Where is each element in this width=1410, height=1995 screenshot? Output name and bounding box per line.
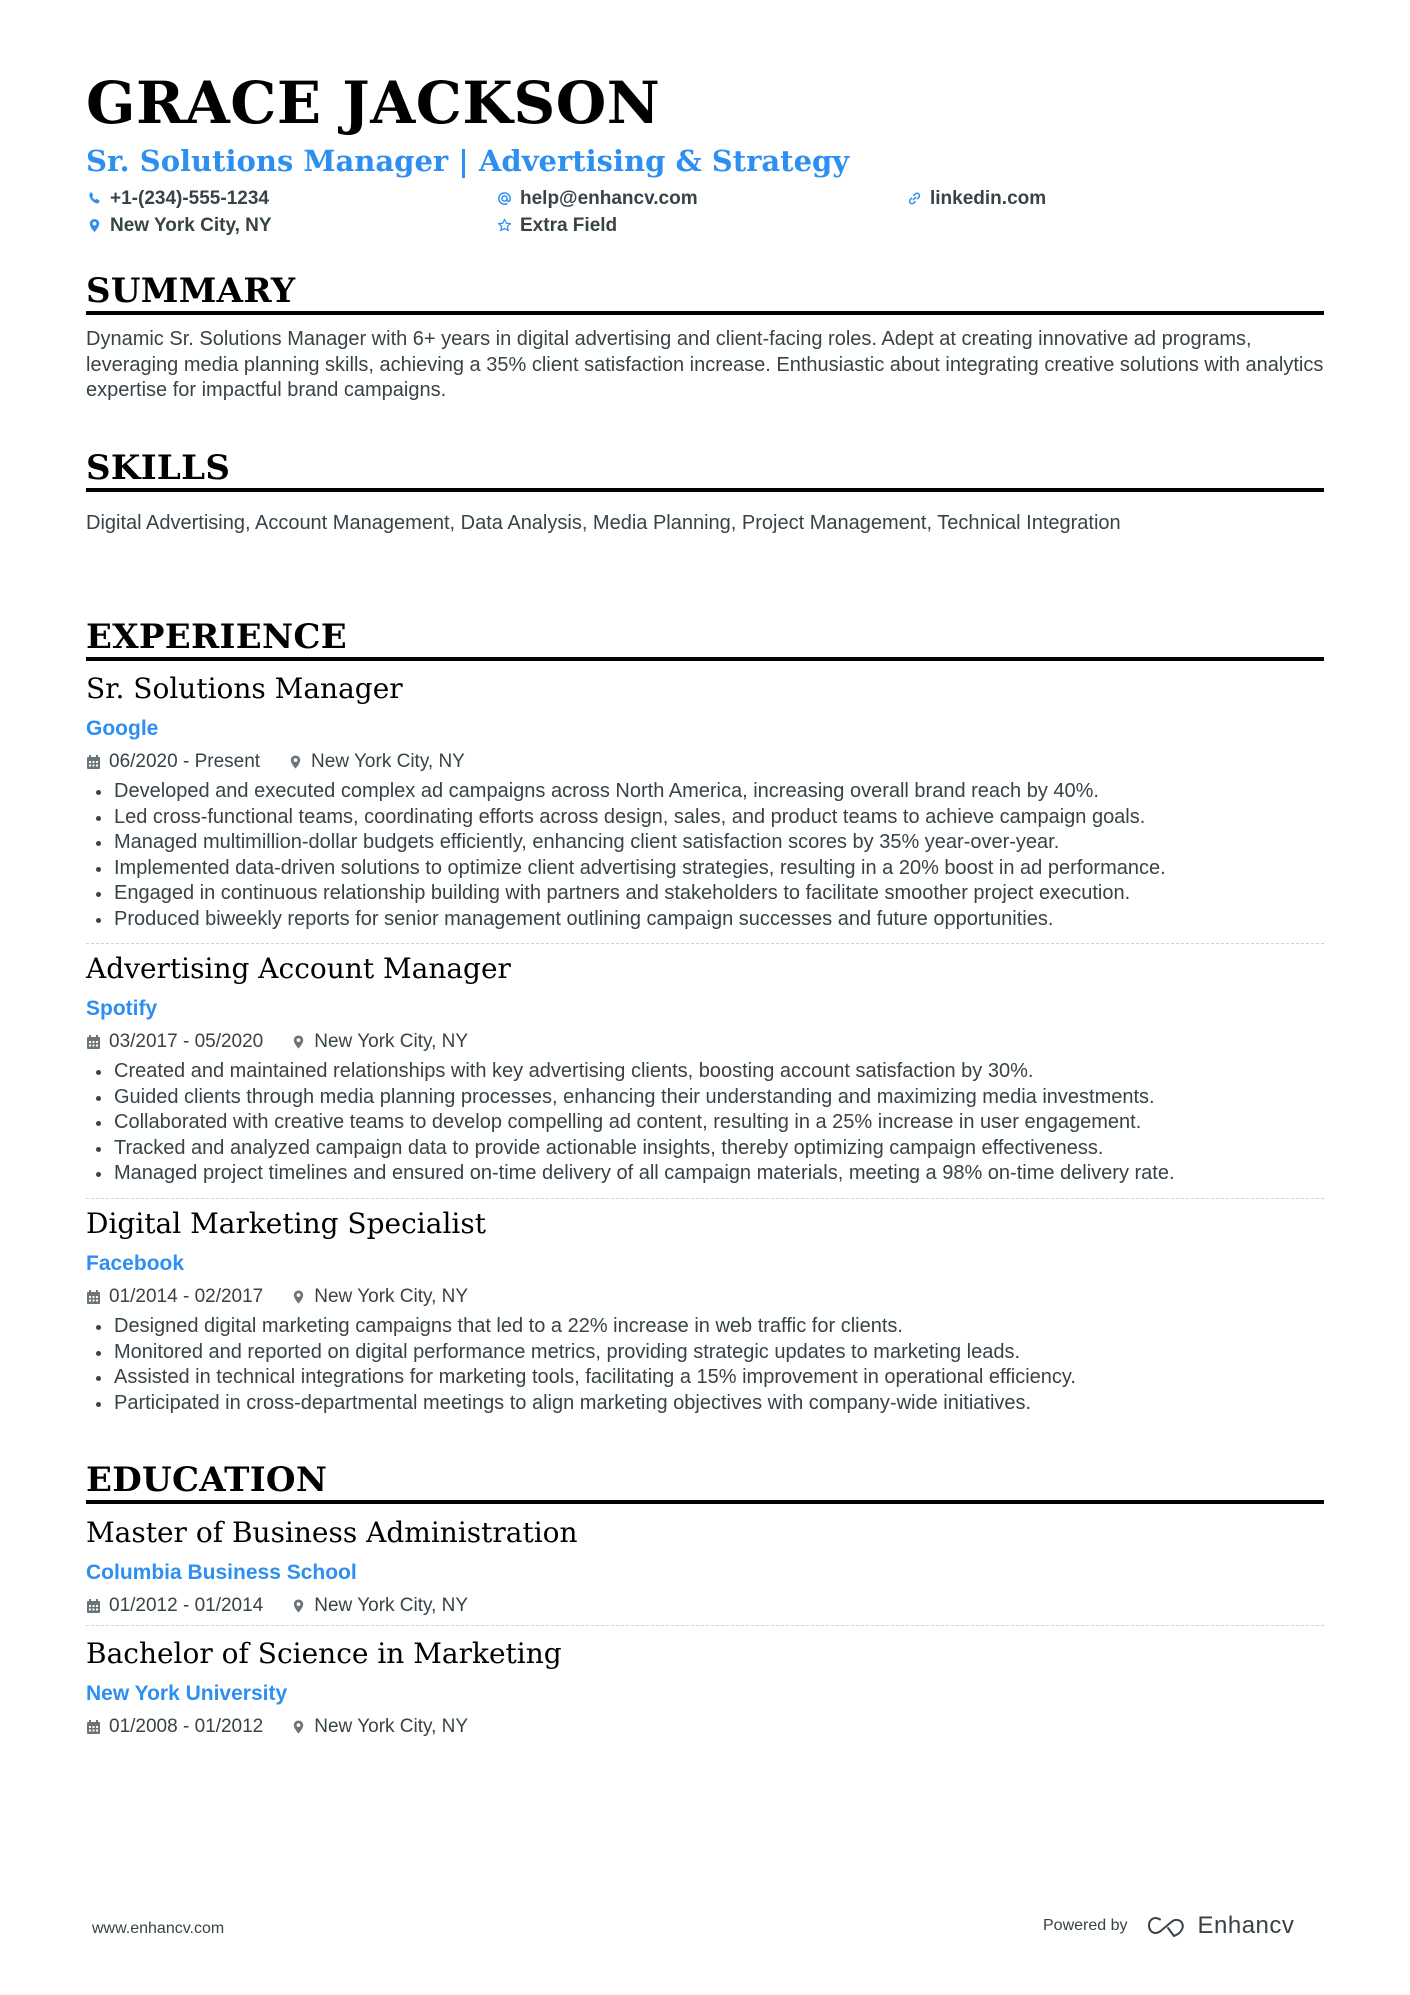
contact-email-text: help@enhancv.com	[520, 188, 698, 209]
list-item: Produced biweekly reports for senior management outlining campaign successes and future opportunities.	[86, 907, 1324, 933]
summary-divider	[86, 311, 1324, 315]
education-dates-text: 01/2012 - 01/2014	[109, 1595, 264, 1616]
job-company: Spotify	[86, 997, 158, 1020]
skills-divider	[86, 488, 1324, 492]
list-item: Developed and executed complex ad campaigns across North America, increasing overall brand reach by 40%.	[86, 779, 1324, 805]
candidate-name: GRACE JACKSON	[86, 69, 661, 137]
education-dates	[86, 1596, 263, 1615]
job-dates-text: 06/2020 - Present	[109, 751, 261, 772]
location-pin-icon	[291, 1289, 306, 1305]
job-meta	[86, 752, 493, 771]
job-location	[288, 752, 465, 771]
list-item: Engaged in continuous relationship building with partners and stakeholders to facilitate smoother project execution.	[86, 881, 1324, 907]
link-icon	[906, 191, 922, 207]
education-dates-text: 01/2008 - 01/2012	[109, 1716, 264, 1737]
degree-title: Master of Business Administration	[86, 1516, 578, 1549]
job-company: Facebook	[86, 1252, 185, 1275]
degree-title: Bachelor of Science in Marketing	[86, 1637, 562, 1670]
education-divider	[86, 1500, 1324, 1504]
contact-extra-field-text: Extra Field	[520, 215, 618, 236]
job-location-text: New York City, NY	[314, 1286, 469, 1307]
school-name: New York University	[86, 1682, 288, 1705]
footer-branding	[1043, 1912, 1294, 1940]
job-dates	[86, 752, 260, 771]
job-meta	[86, 1032, 496, 1051]
job-dates	[86, 1287, 263, 1306]
job-title: Sr. Solutions Manager	[86, 672, 403, 705]
job-meta	[86, 1287, 496, 1306]
list-item: Led cross-functional teams, coordinating efforts across design, sales, and product teams to achieve campaign goals.	[86, 805, 1324, 831]
entry-separator	[86, 1198, 1324, 1199]
contact-extra-field	[496, 216, 617, 235]
entry-separator	[86, 1625, 1324, 1626]
list-item: Created and maintained relationships with key advertising clients, boosting account satisfaction by 30%.	[86, 1059, 1324, 1085]
calendar-icon	[86, 754, 101, 770]
location-pin-icon	[291, 1034, 306, 1050]
job-location-text: New York City, NY	[314, 1031, 469, 1052]
location-pin-icon	[291, 1719, 306, 1735]
at-icon	[496, 191, 512, 207]
location-pin-icon	[86, 218, 102, 234]
list-item: Managed project timelines and ensured on-time delivery of all campaign materials, meeting a 98% on-time delivery rate.	[86, 1161, 1324, 1187]
job-location-text: New York City, NY	[311, 751, 465, 772]
contact-linkedin[interactable]	[906, 189, 1046, 208]
experience-heading: EXPERIENCE	[86, 617, 347, 657]
skills-heading: SKILLS	[86, 448, 231, 488]
job-title: Digital Marketing Specialist	[86, 1207, 486, 1240]
education-meta	[86, 1596, 496, 1615]
list-item: Managed multimillion-dollar budgets efficiently, enhancing client satisfaction scores by 35% year-over-year.	[86, 830, 1324, 856]
candidate-title: Sr. Solutions Manager | Advertising & Strategy	[86, 144, 850, 178]
job-title: Advertising Account Manager	[86, 952, 511, 985]
list-item: Participated in cross-departmental meetings to align marketing objectives with company-wide initiatives.	[86, 1391, 1324, 1417]
education-dates	[86, 1717, 263, 1736]
contact-email[interactable]	[496, 189, 698, 208]
job-location	[291, 1032, 468, 1051]
list-item: Collaborated with creative teams to develop compelling ad content, resulting in a 25% increase in user engagement.	[86, 1110, 1324, 1136]
brand-name: Enhancv	[1197, 1912, 1295, 1939]
list-item: Designed digital marketing campaigns that led to a 22% increase in web traffic for clients.	[86, 1314, 1324, 1340]
education-location-text: New York City, NY	[314, 1716, 469, 1737]
list-item: Guided clients through media planning processes, enhancing their understanding and maximizing media investments.	[86, 1085, 1324, 1111]
star-icon	[496, 218, 512, 234]
education-heading: EDUCATION	[86, 1460, 328, 1500]
job-dates-text: 01/2014 - 02/2017	[109, 1286, 264, 1307]
list-item: Monitored and reported on digital performance metrics, providing strategic updates to marketing leads.	[86, 1340, 1324, 1366]
education-meta	[86, 1717, 496, 1736]
education-location-text: New York City, NY	[314, 1595, 469, 1616]
list-item: Assisted in technical integrations for marketing tools, facilitating a 15% improvement in operational efficiency.	[86, 1365, 1324, 1391]
school-name: Columbia Business School	[86, 1561, 357, 1584]
contact-linkedin-text: linkedin.com	[930, 188, 1047, 209]
location-pin-icon	[288, 754, 303, 770]
calendar-icon	[86, 1598, 101, 1614]
job-dates	[86, 1032, 263, 1051]
job-bullets	[86, 1059, 1324, 1187]
calendar-icon	[86, 1289, 101, 1305]
education-location	[291, 1596, 468, 1615]
job-bullets	[86, 779, 1324, 932]
contact-location	[86, 216, 272, 235]
contact-phone-text: +1-(234)-555-1234	[110, 188, 269, 209]
contact-location-text: New York City, NY	[110, 215, 272, 236]
job-company: Google	[86, 717, 159, 740]
footer-website[interactable]: www.enhancv.com	[92, 1920, 225, 1937]
list-item: Implemented data-driven solutions to optimize client advertising strategies, resulting in a 20% boost in ad performance.	[86, 856, 1324, 882]
enhancv-logo-icon	[1146, 1914, 1188, 1938]
calendar-icon	[86, 1719, 101, 1735]
phone-icon	[86, 191, 102, 207]
education-location	[291, 1717, 468, 1736]
calendar-icon	[86, 1034, 101, 1050]
powered-by-label: Powered by	[1043, 1917, 1128, 1934]
entry-separator	[86, 943, 1324, 944]
experience-divider	[86, 657, 1324, 661]
summary-heading: SUMMARY	[86, 271, 296, 311]
job-dates-text: 03/2017 - 05/2020	[109, 1031, 264, 1052]
job-location	[291, 1287, 468, 1306]
enhancv-logo[interactable]	[1146, 1912, 1295, 1940]
contact-phone	[86, 189, 269, 208]
job-bullets	[86, 1314, 1324, 1416]
summary-text: Dynamic Sr. Solutions Manager with 6+ years in digital advertising and client-facing roles. Adept at creating innovative ad programs, leveraging media planning skills, achieving a 35% client satisfaction increase. Enthusiastic about integrating creative solutions with analytics expertise for impactful brand campaigns.	[86, 328, 1324, 401]
skills-text: Digital Advertising, Account Management, Data Analysis, Media Planning, Project Management, Technical Integration	[86, 512, 1121, 534]
location-pin-icon	[291, 1598, 306, 1614]
list-item: Tracked and analyzed campaign data to provide actionable insights, thereby optimizing campaign effectiveness.	[86, 1136, 1324, 1162]
